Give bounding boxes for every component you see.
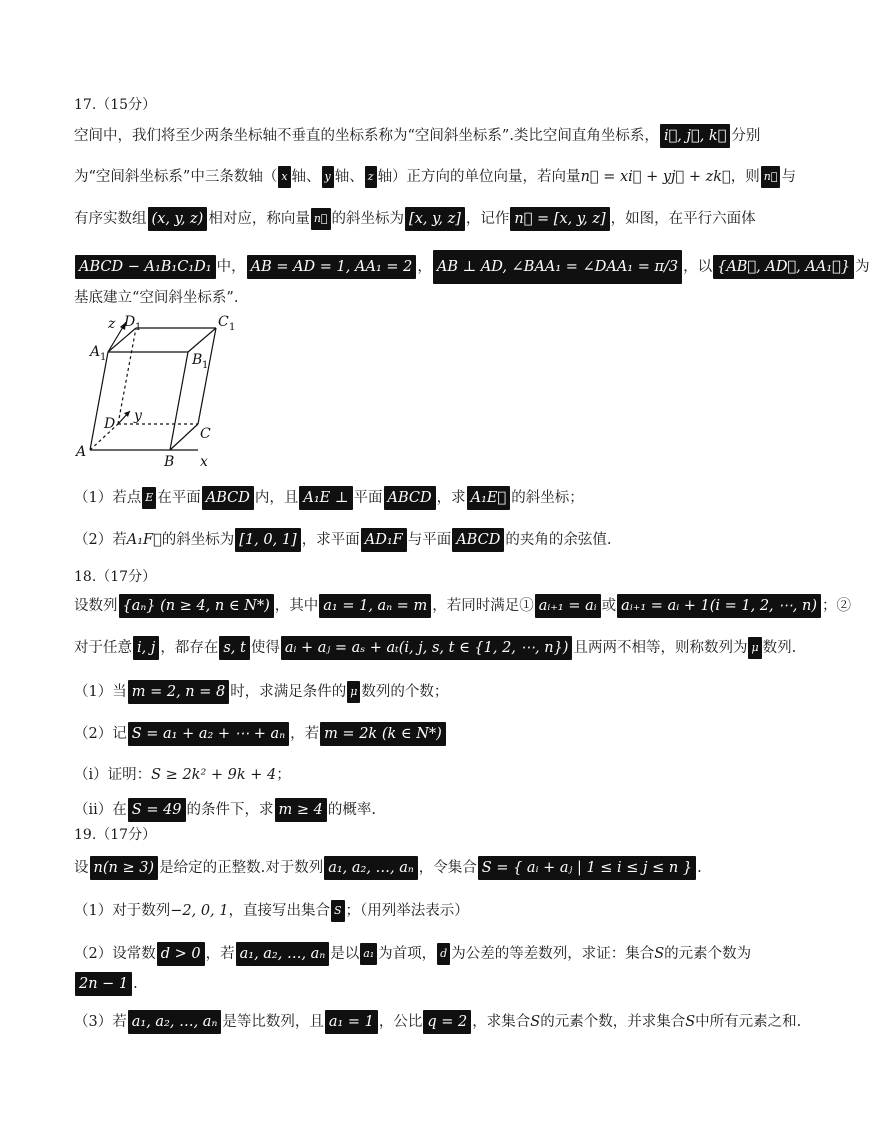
text: ，以 [683,259,713,275]
math-sum: S = a₁ + a₂ + ⋯ + aₙ [128,722,289,746]
math-cond2: aᵢ₊₁ = aᵢ + 1(i = 1, 2, ⋯, n) [617,594,821,618]
text: 为“空间斜坐标系”中三条数轴（ [74,169,278,185]
q19-part-2 [74,942,751,966]
math-n-cond: n(n ≥ 3) [90,856,159,880]
text: 的元素个数，并求集合 [540,1014,686,1030]
math-S49: S = 49 [128,798,186,822]
text: 的元素个数为 [664,946,752,962]
q17-part-2 [74,528,611,552]
label-z: z [108,316,116,332]
text: ，则 [730,169,760,185]
math-tuple: (x, y, z) [148,207,208,231]
q17-part-1 [74,486,584,510]
math-S: S [331,900,345,922]
q19-part-3 [74,1010,801,1034]
q17-line-5: 基底建立“空间斜坐标系”. [74,290,239,306]
label-B1: B [192,352,203,368]
math-ijk: i⃗, j⃗, k⃗ [660,124,730,148]
label-C1: C [218,314,229,330]
q18-line-2 [74,636,796,660]
text: ，直接写出集合 [228,903,330,919]
text: 为 [855,259,870,275]
text: （1）对于数列 [74,903,171,919]
math-set-S: S = { aᵢ + aⱼ | 1 ≤ i ≤ j ≤ n } [478,856,696,880]
text: 分别 [731,128,761,144]
text: 中所有元素之和. [695,1014,802,1030]
text: ，都存在 [160,640,219,656]
text: 为首项， [378,946,437,962]
text: ，则称数列为 [660,640,748,656]
text: （2）设常数 [74,946,156,962]
math-sequence: {aₙ} (n ≥ 4, n ∈ N*) [119,594,274,618]
label-C1-sub: 1 [229,322,236,333]
math-m-ge-4: m ≥ 4 [275,798,327,822]
text: （1）当 [74,684,127,700]
text: . [697,860,702,876]
math-a1: a₁ [360,943,377,965]
text: 有序实数组 [74,211,147,227]
math-vector: A₁E⃗ [467,486,511,510]
text: 相对应，称向量 [208,211,310,227]
q18-heading: 18.（17分） [74,569,157,585]
text: 内，且 [254,490,299,506]
math-oblique-coord: [x, y, z] [405,207,465,231]
math-d: d [437,943,450,965]
text: ， [417,259,432,275]
text: ，公比 [378,1014,423,1030]
math-z: z [365,166,377,188]
text: （3）若 [74,1014,127,1030]
text: 的斜坐标为 [331,211,405,227]
math-n-vector-expr: n⃗ = xi⃗ + yj⃗ + zk⃗ [580,169,731,185]
math-basis: {AB⃗, AD⃗, AA₁⃗} [713,255,854,279]
edge-CC1 [198,328,216,424]
math-terms: a₁ = 1, aₙ = m [319,594,431,618]
math-plane: AD₁F [361,528,407,552]
text: 使得 [250,640,280,656]
math-plane: ABCD [384,486,436,510]
q17-line-3 [74,207,756,231]
text: 数列的个数； [361,684,449,700]
math-coord: [1, 0, 1] [235,528,300,552]
text: 设数列 [74,598,118,614]
text: （2）若 [74,532,127,548]
text: 或 [601,598,617,614]
math-sequence-values: −2, 0, 1 [170,903,229,919]
q17-line-2 [74,166,796,188]
text: . [133,976,138,992]
math-S: S [685,1014,696,1030]
text: （i）证明： [74,767,152,783]
text: 轴、 [334,169,364,185]
text: ，其中 [274,598,319,614]
q18-part-2-ii [74,798,376,822]
text: ；（用列举法表示） [345,903,469,919]
text: ，令集合 [418,860,477,876]
label-B1-sub: 1 [202,360,209,371]
text: 数列. [762,640,797,656]
text: ，若 [290,726,320,742]
q19-heading: 19.（17分） [74,827,157,843]
math-ij: i, j [133,636,159,660]
text: 与平面 [407,532,452,548]
math-count: 2n − 1 [75,972,132,996]
parallelepiped-figure [70,312,250,472]
math-st: s, t [219,636,250,660]
text: 的概率. [327,802,376,818]
q19-part-2-cont [74,972,138,996]
label-B: B [164,454,175,470]
text: ，求平面 [301,532,360,548]
text: 在平面 [157,490,201,506]
math-n: n⃗ [761,166,781,188]
q18-part-2 [74,722,447,746]
text: 的斜坐标； [511,490,584,506]
label-D: D [104,416,116,432]
math-S: S [530,1014,541,1030]
text: ，若 [205,946,235,962]
math-parallelepiped: ABCD − A₁B₁C₁D₁ [75,255,216,279]
text: （ii）在 [74,802,127,818]
math-sequence: a₁, a₂, …, aₙ [236,942,330,966]
math-a1-val: a₁ = 1 [325,1010,378,1034]
text: 是等比数列，且 [222,1014,324,1030]
math-mu: μ [748,637,761,659]
text: 的夹角的余弦值. [505,532,612,548]
math-S: S [654,946,665,962]
math-plane: ABCD [452,528,504,552]
math-values: m = 2, n = 8 [128,680,230,704]
text: 的条件下，求 [186,802,274,818]
math-E: E [142,487,156,509]
text: 是给定的正整数.对于数列 [159,860,324,876]
text: 是以 [330,946,360,962]
math-d-pos: d > 0 [157,942,205,966]
text: 为公差的等差数列，求证：集合 [451,946,655,962]
text: ，求集合 [472,1014,531,1030]
text: 设 [74,860,89,876]
label-D1: D [124,314,136,330]
math-plane: ABCD [202,486,254,510]
text: ，求 [436,490,466,506]
label-D1-sub: 1 [135,322,142,333]
text: 对于任意 [74,640,132,656]
text: 轴）正方向的单位向量，若向量 [377,169,581,185]
q18-line-1 [74,594,851,618]
edge-AA1 [90,352,108,450]
math-sequence: a₁, a₂, …, aₙ [324,856,418,880]
text: ；② [822,598,851,614]
q19-line-1 [74,856,702,880]
label-y: y [134,408,142,424]
text: 中， [216,259,246,275]
label-A1-sub: 1 [100,352,107,363]
q18-part-2-i [74,764,291,786]
math-perp: A₁E ⊥ [299,486,352,510]
math-notation: n⃗ = [x, y, z] [510,207,609,231]
math-ratio: q = 2 [423,1010,471,1034]
text: 与 [781,169,796,185]
q17-line-1 [74,124,760,148]
text: ，记作 [465,211,510,227]
q19-part-1 [74,900,469,922]
text: （2）记 [74,726,127,742]
label-x: x [200,454,208,470]
math-lengths: AB = AD = 1, AA₁ = 2 [247,255,417,279]
text: ，若同时满足① [432,598,534,614]
text: ； [276,767,291,783]
math-m-def: m = 2k (k ∈ N*) [320,722,446,746]
math-y: y [322,166,334,188]
label-A1: A [90,344,101,360]
text: （1）若点 [74,490,142,506]
math-vector: A₁F⃗ [126,532,162,548]
q17-heading: 17.（15分） [74,97,157,113]
math-x: x [278,166,290,188]
math-mu: μ [347,681,360,703]
math-cond1: aᵢ₊₁ = aᵢ [535,594,601,618]
text: ，如图，在平行六面体 [610,211,756,227]
math-inequality: S ≥ 2k² + 9k + 4 [151,767,277,783]
math-n: n⃗ [311,208,331,230]
q17-line-4 [74,250,870,284]
label-A: A [76,444,87,460]
q18-part-1 [74,680,448,704]
label-C: C [200,426,211,442]
text: 且两两不相等 [573,640,661,656]
math-sequence: a₁, a₂, …, aₙ [128,1010,222,1034]
text: 空间中，我们将至少两条坐标轴不垂直的坐标系称为“空间斜坐标系”.类比空间直角坐标系， [74,128,659,144]
text: 时，求满足条件的 [230,684,347,700]
text: 平面 [353,490,383,506]
text: 轴、 [291,169,321,185]
math-angles: AB ⊥ AD, ∠BAA₁ = ∠DAA₁ = π/3 [433,250,682,284]
text: 的斜坐标为 [161,532,235,548]
math-equation: aᵢ + aⱼ = aₛ + aₜ(i, j, s, t ∈ {1, 2, ⋯, n}) [281,636,573,660]
